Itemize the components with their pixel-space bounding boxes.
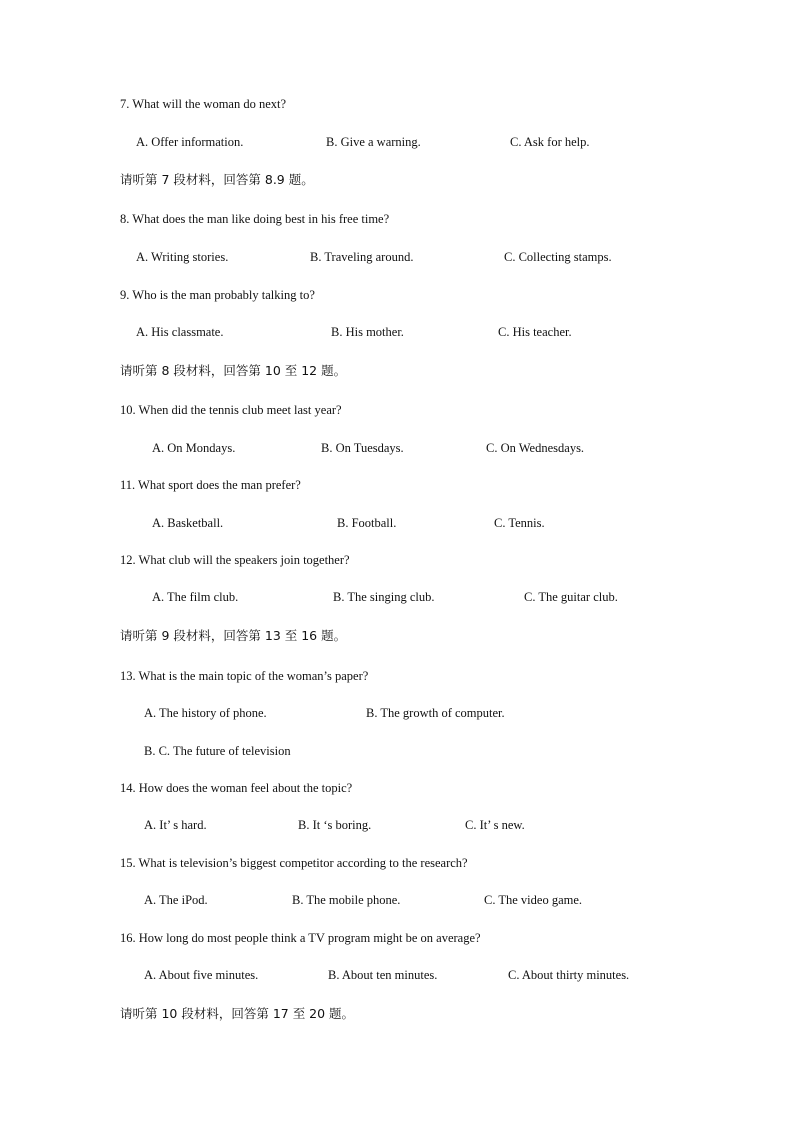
q13-option-b: B. The growth of computer. [366, 706, 505, 720]
q16-option-b: B. About ten minutes. [328, 968, 438, 982]
q9-option-a: A. His classmate. [136, 325, 224, 339]
question-13: 13. What is the main topic of the woman’s paper? [120, 669, 369, 683]
q10-option-a: A. On Mondays. [152, 441, 236, 455]
q9-option-c: C. His teacher. [498, 325, 572, 339]
question-7: 7. What will the woman do next? [120, 97, 287, 111]
q14-option-a: A. It’ s hard. [144, 818, 207, 832]
q10-option-c: C. On Wednesdays. [486, 441, 585, 455]
question-9: 9. Who is the man probably talking to? [120, 288, 315, 302]
q11-option-c: C. Tennis. [494, 516, 545, 530]
q15-option-c: C. The video game. [484, 893, 583, 907]
q15-option-a: A. The iPod. [144, 893, 208, 907]
question-16: 16. How long do most people think a TV program might be on average? [120, 931, 481, 945]
q13-option-a: A. The history of phone. [144, 706, 267, 720]
q7-option-a: A. Offer information. [136, 135, 244, 149]
q7-option-b: B. Give a warning. [326, 135, 421, 149]
section-instruction-9: 请听第 9 段材料，回答第 13 至 16 题。 [120, 628, 347, 643]
section-instruction-7: 请听第 7 段材料，回答第 8.9 题。 [120, 172, 314, 187]
q12-option-c: C. The guitar club. [524, 590, 618, 604]
question-12: 12. What club will the speakers join together? [120, 553, 350, 567]
q11-option-a: A. Basketball. [152, 516, 224, 530]
section-instruction-10: 请听第 10 段材料，回答第 17 至 20 题。 [120, 1006, 355, 1021]
q15-option-b: B. The mobile phone. [292, 893, 401, 907]
q8-option-c: C. Collecting stamps. [504, 250, 612, 264]
q10-option-b: B. On Tuesdays. [321, 441, 404, 455]
q13-option-c: B. C. The future of television [144, 744, 291, 758]
q12-option-b: B. The singing club. [333, 590, 435, 604]
q12-option-a: A. The film club. [152, 590, 239, 604]
q14-option-b: B. It ‘s boring. [298, 818, 372, 832]
q9-option-b: B. His mother. [331, 325, 404, 339]
q7-option-c: C. Ask for help. [510, 135, 590, 149]
q14-option-c: C. It’ s new. [465, 818, 525, 832]
question-11: 11. What sport does the man prefer? [120, 478, 301, 492]
q11-option-b: B. Football. [337, 516, 397, 530]
q16-option-c: C. About thirty minutes. [508, 968, 630, 982]
question-8: 8. What does the man like doing best in his free time? [120, 212, 390, 226]
q16-option-a: A. About five minutes. [144, 968, 259, 982]
q8-option-b: B. Traveling around. [310, 250, 414, 264]
question-10: 10. When did the tennis club meet last year? [120, 403, 342, 417]
q8-option-a: A. Writing stories. [136, 250, 229, 264]
section-instruction-8: 请听第 8 段材料，回答第 10 至 12 题。 [120, 363, 347, 378]
question-14: 14. How does the woman feel about the topic? [120, 781, 353, 795]
question-15: 15. What is television’s biggest competitor according to the research? [120, 856, 468, 870]
